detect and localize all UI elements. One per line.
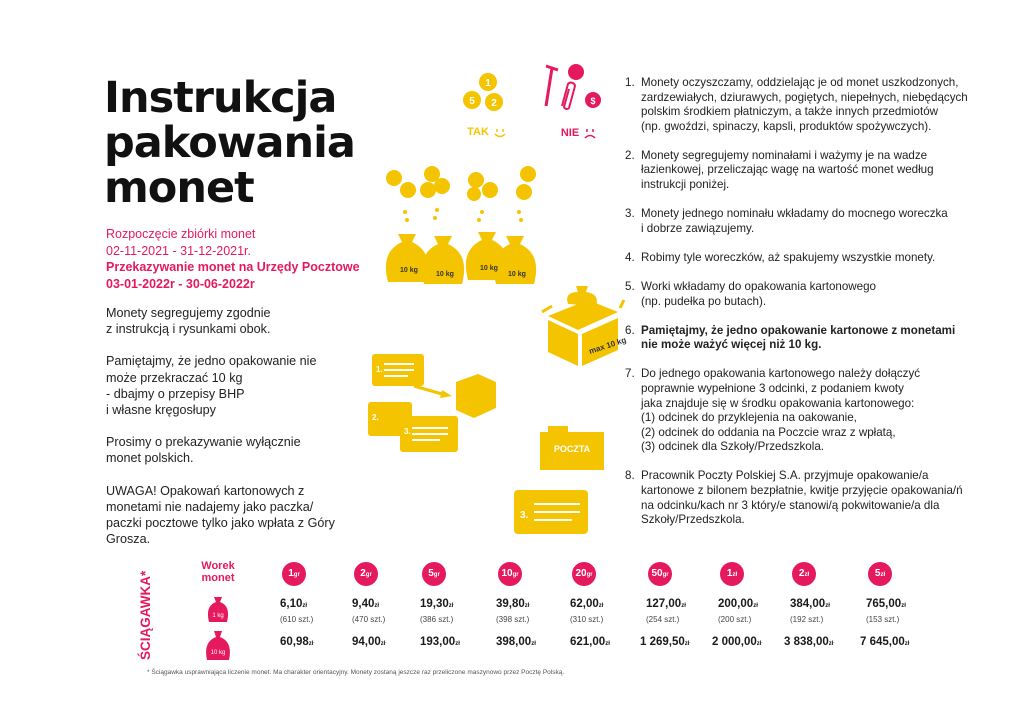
cheat-sheet-title — [113, 556, 159, 666]
value-10kg — [860, 636, 909, 648]
value-1kg-amount: 765,00 — [866, 598, 902, 610]
value-1kg — [420, 598, 453, 610]
coin-count: (398 szt.) — [496, 615, 530, 624]
bad-items-illustration — [540, 58, 610, 144]
coin-badge — [498, 562, 522, 586]
currency-label: zł — [598, 603, 604, 609]
currency-label: zł — [302, 603, 308, 609]
coin-unit: zł — [732, 572, 738, 578]
coin-badge — [282, 562, 306, 586]
instruction-item — [625, 324, 985, 353]
instruction-list — [625, 76, 985, 542]
form-3-illustration — [514, 490, 594, 538]
coin-badge — [648, 562, 672, 586]
value-10kg-amount: 1 269,50 — [640, 636, 685, 648]
form-number: 3. — [520, 510, 529, 521]
note-paragraph: Monety segregujemy zgodnie z instrukcją i rysunkami obok. — [106, 306, 271, 337]
bag-weight: 10 kg — [400, 267, 418, 274]
cheat-sheet-title-text: ŚCIĄGAWKA* — [138, 570, 153, 660]
currency-label: zł — [904, 641, 910, 647]
coin-badge — [422, 562, 446, 586]
currency-label: zł — [380, 641, 386, 647]
value-1kg-amount: 200,00 — [718, 598, 754, 610]
coin-label: 2 — [491, 98, 497, 109]
value-10kg-amount: 3 838,00 — [784, 636, 829, 648]
coin-nominal: 50 — [651, 568, 663, 579]
coin-nominal: 1 — [726, 568, 733, 579]
currency-label: zł — [825, 603, 830, 609]
value-1kg-amount: 19,30 — [420, 598, 449, 610]
coin-label: 5 — [469, 96, 475, 107]
form-number: 3. — [404, 427, 411, 436]
bag-label: 10 kg — [210, 650, 226, 656]
coin-badge — [354, 562, 378, 586]
instruction-item — [625, 469, 985, 527]
instruction-text: Monety jednego nominału wkładamy do mocnego woreczka i dobrze zawiązujemy. — [641, 207, 948, 235]
value-1kg-amount: 9,40 — [352, 598, 375, 610]
coin-count: (200 szt.) — [718, 615, 752, 624]
instruction-number: 4. — [625, 250, 635, 264]
instruction-text: Monety oczyszczamy, oddzielając je od monet uszkodzonych, zardzewiałych, dziurawych, pogiętych, niepełnych, niebędących polskim środkiem płatniczym, a także innych przedmiotów (np. gwoździ, spinaczy, kapsli, produktów spożywczych). — [641, 76, 968, 133]
value-1kg — [790, 598, 830, 610]
form-number: 1. — [376, 365, 383, 374]
start-label: Rozpoczęcie zbiórki monet — [106, 227, 256, 241]
bag-header: Worek monet — [201, 560, 235, 584]
coin-nominal: 2 — [798, 568, 805, 579]
value-10kg-amount: 2 000,00 — [712, 636, 757, 648]
value-1kg-amount: 384,00 — [790, 598, 826, 610]
value-1kg — [718, 598, 758, 610]
bag-label: 1 kg — [212, 613, 224, 619]
instruction-item — [625, 76, 985, 134]
coin-bags-illustration — [378, 160, 548, 290]
instruction-number: 2. — [625, 148, 635, 162]
coin-unit: zł — [880, 572, 886, 578]
coin-badge — [720, 562, 744, 586]
instruction-text: Robimy tyle woreczków, aż spakujemy wszystkie monety. — [641, 250, 936, 264]
start-range: 02-11-2021 - 31-12-2021r. — [106, 243, 252, 258]
coin-unit: gr — [433, 572, 440, 578]
value-10kg — [496, 636, 536, 648]
currency-label: zł — [448, 603, 454, 609]
currency-label: zł — [524, 603, 530, 609]
coin-unit: gr — [293, 572, 300, 578]
value-1kg-amount: 39,80 — [496, 598, 525, 610]
value-10kg-amount: 7 645,00 — [860, 636, 905, 648]
currency-label: zł — [828, 641, 834, 647]
coin-badge — [868, 562, 892, 586]
cardboard-box-illustration — [538, 282, 628, 372]
coin-label: 1 — [485, 78, 491, 89]
instruction-number: 7. — [625, 367, 635, 381]
forms-illustration — [368, 350, 498, 460]
note-paragraph: Prosimy o prekazywanie wyłącznie monet polskich. — [106, 435, 301, 466]
value-1kg — [352, 598, 379, 610]
svg-text:$: $ — [590, 96, 596, 106]
instruction-number: 3. — [625, 207, 635, 221]
currency-label: zł — [374, 603, 380, 609]
box-label: max 10 kg — [587, 335, 628, 356]
value-1kg — [570, 598, 603, 610]
bag-weight: 10 kg — [508, 271, 526, 278]
currency-label: zł — [756, 641, 762, 647]
coin-nominal: 1 — [288, 568, 294, 579]
instruction-number: 1. — [625, 76, 635, 89]
value-10kg — [352, 636, 385, 648]
coin-count: (254 szt.) — [646, 615, 680, 624]
value-10kg — [570, 636, 610, 648]
value-1kg-amount: 127,00 — [646, 598, 682, 610]
note-paragraph: UWAGA! Opakowań kartonowych z monetami nie nadajemy jako paczka/ paczki pocztowe tylko jako wpłata z Góry Grosza. — [106, 483, 335, 547]
coin-unit: gr — [365, 572, 372, 578]
coin-count: (192 szt.) — [790, 615, 824, 624]
good-coins-illustration — [452, 72, 522, 142]
coin-count: (153 szt.) — [866, 615, 900, 624]
form-number: 2. — [372, 413, 379, 422]
instruction-item — [625, 149, 985, 193]
coin-nominal: 2 — [360, 568, 366, 579]
value-10kg-amount: 398,00 — [496, 636, 532, 648]
coin-badge — [572, 562, 596, 586]
coin-count: (386 szt.) — [420, 615, 454, 624]
value-10kg — [420, 636, 460, 648]
currency-label: zł — [605, 641, 610, 647]
coin-count: (470 szt.) — [352, 615, 386, 624]
coin-nominal: 5 — [874, 568, 881, 579]
transfer-range: 03-01-2022r - 30-06-2022r — [106, 276, 255, 291]
value-1kg — [646, 598, 686, 610]
instruction-text: Pamiętajmy, że jedno opakowanie kartonowe z monetami nie może ważyć więcej niż 10 kg. — [641, 323, 956, 352]
bag-10kg-icon — [205, 629, 231, 661]
instruction-item — [625, 280, 985, 309]
coin-count: (310 szt.) — [570, 615, 604, 624]
value-1kg — [280, 598, 307, 610]
value-10kg-amount: 193,00 — [420, 636, 456, 648]
instruction-text: Monety segregujemy nominałami i ważymy je na wadze łazienkowej, przeliczając wagę na wartość monet według instrukcji poniżej. — [641, 148, 934, 192]
bag-weight: 10 kg — [480, 265, 498, 272]
instruction-item — [625, 207, 985, 236]
transfer-label: Przekazywanie monet na Urzędy Pocztowe — [106, 260, 360, 274]
instruction-item — [625, 251, 985, 266]
currency-label: zł — [531, 641, 536, 647]
note-paragraph: Pamiętajmy, że jedno opakowanie nie może przekraczać 10 kg - dbajmy o przepisy BHP i własne kręgosłupy — [106, 354, 317, 418]
coin-nominal: 20 — [575, 568, 587, 579]
coin-badge — [792, 562, 816, 586]
instruction-text: Do jednego opakowania kartonowego należy dołączyć poprawnie wypełnione 3 odcinki, z podaniem kwoty jaka znajduje się w środku opakowania kartonowego: (1) odcinek do przyklejenia na oakowanie, (2) odcinek do oddania na Poczcie wraz z wpłatą, (3) odcinek dla Szkoły/Przedszkola. — [641, 367, 921, 454]
currency-label: zł — [455, 641, 460, 647]
currency-label: zł — [753, 603, 758, 609]
value-10kg-amount: 621,00 — [570, 636, 606, 648]
nie-label: NIE — [560, 127, 580, 139]
bag-weight: 10 kg — [436, 271, 454, 278]
value-10kg — [784, 636, 833, 648]
value-10kg — [712, 636, 761, 648]
value-1kg-amount: 6,10 — [280, 598, 303, 610]
value-1kg — [866, 598, 906, 610]
value-1kg — [496, 598, 529, 610]
instruction-item — [625, 367, 985, 455]
currency-label: zł — [308, 641, 314, 647]
value-10kg-amount: 60,98 — [280, 636, 309, 648]
value-10kg-amount: 94,00 — [352, 636, 381, 648]
currency-label: zł — [901, 603, 906, 609]
bag-1kg-icon — [207, 595, 229, 623]
coin-unit: gr — [586, 572, 593, 578]
value-10kg — [280, 636, 313, 648]
coin-unit: gr — [512, 572, 519, 578]
value-1kg-amount: 62,00 — [570, 598, 599, 610]
tak-label: TAK — [467, 126, 489, 138]
instruction-text: Pracownik Poczty Polskiej S.A. przyjmuje opakowanie/a kartonowe z bilonem bezpłatnie, kwitje przyjęcie opakowania/ń na odcinku/kach nr 3 który/e stanowi/ą pokwitowanie/a dla Szkoły/Przedszkola. — [641, 469, 963, 527]
coin-unit: zł — [804, 572, 810, 578]
footnote: * Ściągawka usprawniająca liczenie monet. Ma charakter orientacyjny. Monety zostaną jeszcze raz przeliczone maszynowo przez Pocztę Polską. — [147, 669, 565, 676]
coin-nominal: 10 — [501, 568, 513, 579]
title-line-1: Instrukcja — [104, 73, 337, 123]
post-sign: POCZTA — [553, 444, 591, 454]
instruction-text: Worki wkładamy do opakowania kartonowego (np. pudełka po butach). — [641, 279, 877, 308]
collection-dates — [106, 226, 360, 292]
instruction-number: 8. — [625, 469, 635, 483]
post-office-illustration — [540, 426, 610, 476]
coin-nominal: 5 — [428, 568, 434, 579]
currency-label: zł — [681, 603, 686, 609]
coin-unit: gr — [662, 572, 669, 578]
instruction-number: 6. — [625, 323, 635, 337]
left-notes — [106, 305, 336, 563]
page-title — [104, 73, 384, 213]
currency-label: zł — [684, 641, 690, 647]
value-10kg — [640, 636, 689, 648]
title-line-2: pakowania — [104, 118, 355, 168]
coin-count: (610 szt.) — [280, 615, 314, 624]
instruction-number: 5. — [625, 279, 635, 293]
title-line-3: monet — [104, 163, 254, 213]
